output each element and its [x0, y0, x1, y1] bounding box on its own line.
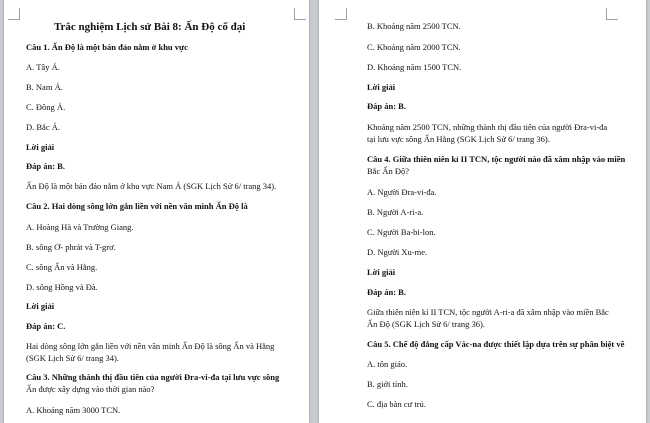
question-3-option-d: D. Khoảng năm 1500 TCN. [367, 62, 462, 72]
question-1-option-b: B. Nam Á. [26, 82, 63, 92]
margin-corner-mark [606, 8, 618, 20]
question-2-option-b: B. sông Ơ- phrát và T-grơ. [26, 242, 116, 252]
document-page-left [4, 0, 309, 423]
explanation-2-line-2: (SGK Lịch Sử 6/ trang 34). [26, 353, 119, 363]
question-4-line-1: Câu 4. Giữa thiên niên kỉ II TCN, tộc người nào đã xâm nhập vào miền [367, 154, 626, 164]
question-3-option-a: A. Khoảng năm 3000 TCN. [26, 405, 121, 415]
solution-label: Lời giải [367, 267, 396, 277]
solution-label: Lời giải [26, 301, 55, 311]
question-4-option-d: D. Người Xu-me. [367, 247, 428, 257]
margin-corner-mark [8, 8, 20, 20]
solution-label: Lời giải [367, 82, 396, 92]
question-2-option-c: C. sông Ấn và Hằng. [26, 262, 98, 272]
document-title: Trắc nghiệm Lịch sử Bài 8: Ấn Độ cổ đại [54, 21, 246, 33]
document-page-right [319, 0, 646, 423]
question-2: Câu 2. Hai dòng sông lớn gắn liền với nền văn minh Ấn Độ là [26, 201, 248, 211]
question-5: Câu 5. Chế độ đẳng cấp Vác-na được thiết lập dựa trên sự phân biệt về [367, 339, 625, 349]
explanation-2-line-1: Hai dòng sông lớn gắn liền với nền văn minh Ấn Độ là sông Ấn và Hằng [26, 341, 275, 351]
question-3-line-2: Ấn được xây dựng vào thời gian nào? [26, 384, 155, 394]
question-2-option-d: D. sông Hồng và Đà. [26, 282, 98, 292]
answer-1: Đáp án: B. [26, 161, 65, 171]
question-1-option-a: A. Tây Á. [26, 62, 60, 72]
explanation-1: Ấn Độ là một bán đảo nằm ở khu vực Nam Á (SGK Lịch Sử 6/ trang 34). [26, 181, 277, 191]
explanation-4-line-1: Giữa thiên niên kỉ II TCN, tộc người A-ri-a đã xâm nhập vào miền Bắc [367, 307, 609, 317]
answer-3: Đáp án: B. [367, 101, 406, 111]
question-1: Câu 1. Ấn Độ là một bán đảo nằm ở khu vực [26, 42, 188, 52]
question-5-option-b: B. giới tính. [367, 379, 408, 389]
question-1-option-d: D. Bắc Á. [26, 122, 60, 132]
question-3-option-b: B. Khoảng năm 2500 TCN. [367, 21, 461, 31]
margin-corner-mark [335, 8, 347, 20]
answer-4: Đáp án: B. [367, 287, 406, 297]
margin-corner-mark [294, 8, 306, 20]
explanation-4-line-2: Ấn Độ (SGK Lịch Sử 6/ trang 36). [367, 319, 485, 329]
question-5-option-c: C. địa bàn cư trú. [367, 399, 426, 409]
question-3-option-c: C. Khoảng năm 2000 TCN. [367, 42, 461, 52]
solution-label: Lời giải [26, 142, 55, 152]
question-4-option-c: C. Người Ba-bi-lon. [367, 227, 436, 237]
explanation-3-line-2: tại lưu vực sông Ấn Hằng (SGK Lịch Sử 6/ trang 36). [367, 134, 550, 144]
question-1-option-c: C. Đông Á. [26, 102, 66, 112]
explanation-3-line-1: Khoảng năm 2500 TCN, những thành thị đầu tiên của người Đra-vi-đa [367, 122, 608, 132]
question-4-option-b: B. Người A-ri-a. [367, 207, 424, 217]
question-4-line-2: Bắc Ấn Độ? [367, 166, 410, 176]
answer-2: Đáp án: C. [26, 321, 66, 331]
question-4-option-a: A. Người Đra-vi-đa. [367, 187, 437, 197]
question-5-option-a: A. tôn giáo. [367, 359, 408, 369]
question-2-option-a: A. Hoàng Hà và Trường Giang. [26, 222, 134, 232]
question-3-line-1: Câu 3. Những thành thị đầu tiên của người Đra-vi-đa tại lưu vực sông [26, 372, 280, 382]
